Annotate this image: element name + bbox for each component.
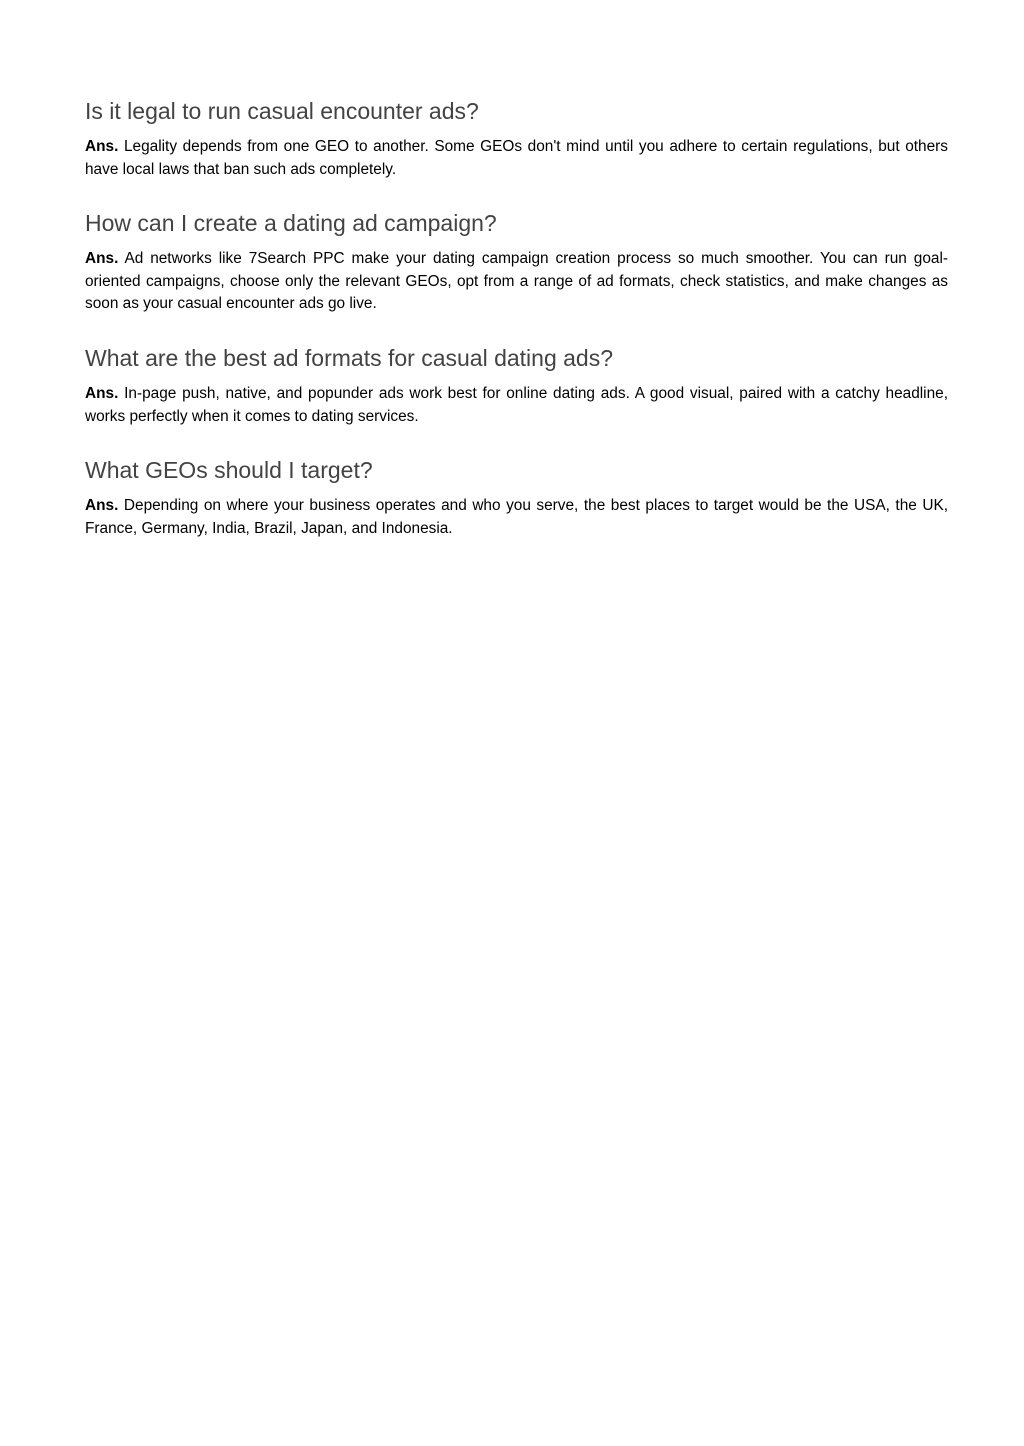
- faq-question: What GEOs should I target?: [85, 457, 373, 484]
- answer-prefix: Ans.: [85, 250, 119, 268]
- faq-answer: [85, 136, 948, 181]
- faq-question: Is it legal to run casual encounter ads?: [85, 98, 479, 124]
- faq-item-legality: [85, 96, 948, 181]
- answer-text: Ad networks like 7Search PPC make your dating campaign creation process so much smoother. You can run goal-oriented campaigns, choose only the relevant GEOs, opt from a range of ad formats, check statistics, and make changes as soon as your casual encounter ads go live.: [85, 250, 948, 313]
- answer-text: Legality depends from one GEO to another. Some GEOs don't mind until you adhere to certain regulations, but others have local laws that ban such ads completely.: [85, 138, 948, 178]
- answer-prefix: Ans.: [85, 138, 119, 155]
- answer-text: Depending on where your business operates and who you serve, the best places to target would be the USA, the UK, France, Germany, India, Brazil, Japan, and Indonesia.: [85, 497, 948, 537]
- faq-item-create-campaign: [85, 208, 948, 316]
- faq-item-geos: [85, 455, 948, 540]
- faq-question: How can I create a dating ad campaign?: [85, 210, 497, 237]
- document-page: [85, 96, 948, 567]
- answer-text: In-page push, native, and popunder ads work best for online dating ads. A good visual, paired with a catchy headline, works perfectly when it comes to dating services.: [85, 384, 948, 425]
- faq-answer: [85, 248, 948, 316]
- faq-answer: [85, 495, 948, 540]
- answer-prefix: Ans.: [85, 497, 119, 515]
- faq-answer: [85, 383, 948, 428]
- faq-item-ad-formats: [85, 343, 948, 428]
- faq-question: What are the best ad formats for casual dating ads?: [85, 344, 614, 371]
- answer-prefix: Ans.: [85, 384, 119, 402]
